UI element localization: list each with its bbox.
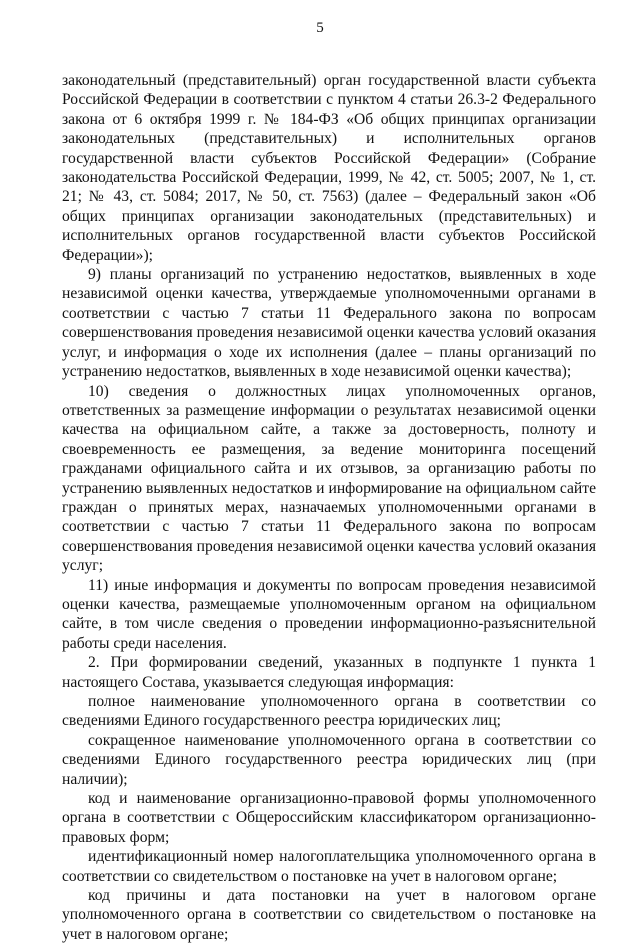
paragraph-item-11: 11) иные информация и документы по вопросам проведения независимой оценки качества, размещаемые уполномоченным органом на официальном сайте, в том числе сведения о проведении информационно-разъяснительной работы среди населения. [62, 576, 596, 652]
paragraph-item-10: 10) сведения о должностных лицах уполномоченных органов, ответственных за размещение информации о результатах независимой оценки качества на официальном сайте, а также за достоверность, полноту и своевременность ее размещения, за ведение мониторинга посещений гражданами официального сайта и их отзывов, за организацию работы по устранению выявленных недостатков и информирование на официальном сайте граждан о принятых мерах, назначаемых уполномоченными органами в соответствии с частью 7 статьи 11 Федерального закона по вопросам совершенствования проведения независимой оценки качества условий оказания услуг; [62, 382, 596, 575]
document-body [62, 71, 596, 944]
paragraph-continuation: законодательный (представительный) орган государственной власти субъекта Российской Федерации в соответствии с пунктом 4 статьи 26.3-2 Федерального закона от 6 октября 1999 г. № 184-ФЗ «Об общих принципах организации законодательных (представительных) и исполнительных органов государственной власти субъектов Российской Федерации» (Собрание законодательства Российской Федерации, 1999, № 42, ст. 5005; 2007, № 1, ст. 21; № 43, ст. 5084; 2017, № 50, ст. 7563) (далее – Федеральный закон «Об общих принципах организации законодательных (представительных) и исполнительных органов государственной власти субъектов Российской Федерации»); [62, 72, 596, 264]
paragraph-full-name: полное наименование уполномоченного органа в соответствии со сведениями Единого государственного реестра юридических лиц; [62, 693, 596, 730]
paragraph-item-9: 9) планы организаций по устранению недостатков, выявленных в ходе независимой оценки качества, утверждаемые уполномоченными органами в соответствии с частью 7 статьи 11 Федерального закона по вопросам совершенствования проведения независимой оценки качества условий оказания услуг, и информация о ходе их исполнения (далее – планы организаций по устранению недостатков, выявленных в ходе независимой оценки качества); [62, 266, 596, 381]
paragraph-inn: идентификационный номер налогоплательщика уполномоченного органа в соответствии со свидетельством о постановке на учет в налоговом органе; [62, 848, 596, 885]
paragraph-legal-form: код и наименование организационно-правовой формы уполномоченного органа в соответствии с Общероссийским классификатором организационно-правовых форм; [62, 790, 596, 846]
page-number: 5 [316, 20, 324, 36]
paragraph-short-name: сокращенное наименование уполномоченного органа в соответствии со сведениями Единого государственного реестра юридических лиц (при наличии); [62, 731, 596, 788]
paragraph-kpp: код причины и дата постановки на учет в налоговом органе уполномоченного органа в соответствии со свидетельством о постановке на учет в налоговом органе; [62, 887, 596, 943]
paragraph-section-2: 2. При формировании сведений, указанных в подпункте 1 пункта 1 настоящего Состава, указывается следующая информация: [62, 654, 596, 691]
